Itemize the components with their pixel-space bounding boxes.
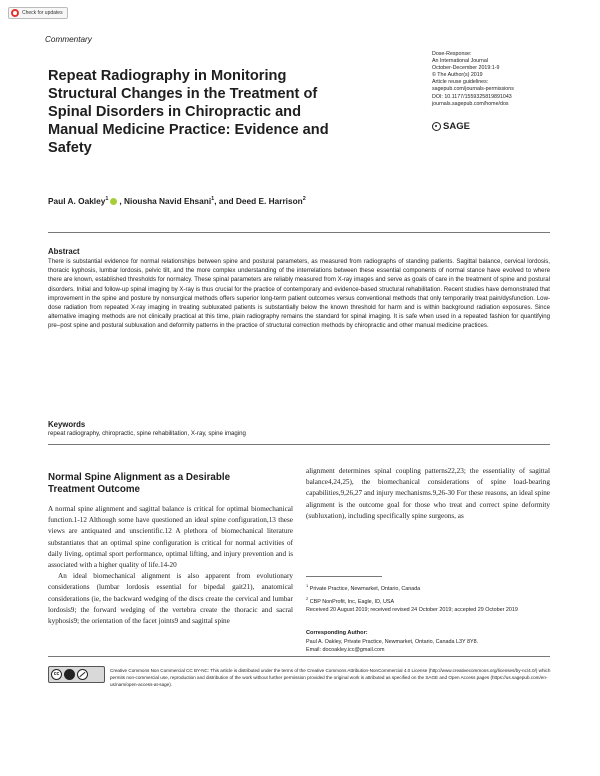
journal-info [432,51,572,108]
cc-license-badge[interactable] [48,666,105,683]
body-column-left [48,504,293,627]
license-text: Creative Commons Non Commercial CC BY-NC: This article is distributed under the terms of the Creative Commons Attribution-NonCommercial 4.0 License (http://www.creativecommons.org/licenses/by-nc/4.0/) which permits non-commercial use, reproduction and distribution of the work without further permission provided the original work is attributed as specified on the SAGE and Open Access pages (https://us.sagepub.com/en-us/nam/open-access-at-sage). [110,668,551,687]
affiliation-sup: 2 [306,595,309,601]
article-type-label: Commentary [45,35,92,44]
divider [48,656,550,657]
journal-subtitle: An International Journal [432,58,488,65]
author-name[interactable]: , Niousha Navid Ehsani [119,196,212,206]
corresponding-address: Paul A. Oakley, Private Practice, Newmarket, Ontario, Canada L3Y 8Y8. [306,639,479,645]
section-heading: Normal Spine Alignment as a Desirable Treatment Outcome [48,472,231,495]
abstract-text: There is substantial evidence for normal relationships between spine and postural parameters, as measured from radiographs of standing patients. Sagittal balance, cervical lordosis, thoracic kyphosis, lumbar lordosis, pelvic tilt, and the more complex understanding of the interrelations between these essential components of normal stance have evolved to where there are known, established thresholds for normalcy. These spinal parameters are reliably measured from X-ray images and serve as goals of care in the treatment of spine and postural disorders. Initial and follow-up spinal imaging by X-ray is thus crucial for the practice of contemporary and evidence-based structural rehabilitation. Recent studies have demonstrated that improvement in the spine and posture by nonsurgical methods offers superior long-term patient outcomes versus conventional methods that only temporarily treat pain/dysfunction. Low-dose radiation from repeated X-ray imaging in treating subluxated patients is substantially below the known threshold for harm and is within background radiation exposures. Since alternative imaging methods are not clinically practical at this time, plain radiography remains the standard for spinal imaging. It is safe when used in a repeated fashion for quantifying pre–post spine and postural subluxation and deformity patterns in the practice of structural correction methods by chiropractic and other manual medicine practices. [48,258,550,330]
body-paragraph: A normal spine alignment and sagittal balance is critical for optimal biomechanical function.1-12 Although some have questioned an ideal spine configuration,13 these views are antiquated and unscientific.12 A plethora of biomechanical literature substantiates that an optimal spine configuration is critical for normal activities of daily living, optimal sport performance, optimal lifting, and injury prevention and is associated with a higher quality of life.14-20 [48,505,293,570]
by-icon [64,669,75,680]
article-title: Repeat Radiography in Monitoring Structural Changes in the Treatment of Spinal Disorders in Chiropractic and Manual Medicine Practice: Evidence and Safety [48,68,329,156]
author-affiliation-sup: 1 [105,196,109,203]
body-column-right [306,466,550,522]
affiliation-text: Private Practice, Newmarket, Ontario, Canada [308,585,421,592]
copyright: © The Author(s) 2019 [432,72,483,79]
keywords-heading: Keywords [48,420,86,429]
corresponding-author-details [306,639,550,654]
affiliation-sup: 1 [306,583,309,588]
corresponding-email[interactable]: Email: docoakley.icc@gmail.com [306,646,385,653]
keywords-text: repeat radiography, chiropractic, spine rehabilitation, X-ray, spine imaging [48,430,246,437]
journal-home-link[interactable]: journals.sagepub.com/home/dos [432,100,509,107]
affiliation-text: CBP NonProfit, Inc, Eagle, ID, USA [308,598,395,605]
publisher-logo [432,121,470,132]
body-paragraph: An ideal biomechanical alignment is also apparent from evolutionary considerations (lumbar lordosis essential for bipedal gait21), anatomical considerations (ie, the backward wedging of the discs create the cervical and lumbar lordosis9; the forward wedging of the vertebra create the thoracic and sacral kyphosis9; the orientation of the facet joints9 and sagittal spine [48,572,293,626]
footnote-divider [306,576,382,577]
author-name[interactable]: Paul A. Oakley [48,196,106,206]
divider [48,232,550,233]
author-list [48,196,306,206]
divider [48,444,550,445]
corresponding-author-heading: Corresponding Author: [306,630,368,636]
reuse-label: Article reuse guidelines: [432,79,489,86]
affiliations [306,581,550,607]
journal-name: Dose-Response: [432,51,472,57]
affiliation-item [306,594,550,607]
affiliation-item [306,581,550,594]
article-dates: Received 20 August 2019; received revised 24 October 2019; accepted 29 October 2019 [306,607,518,613]
body-paragraph: alignment determines spinal coupling patterns22,23; the essentiality of sagittal balance4,24,25), the biomechanical considerations of spine load-bearing capabilities,9,26,27 and injury mechanisms.9,26-30 For these reasons, an ideal spine alignment is the outcome goal for those who treat and correct spine deformity (subluxation), including specifically spine surgeons, as [306,467,550,520]
abstract-heading: Abstract [48,247,80,256]
permissions-link[interactable]: sagepub.com/journals-permissions [432,86,514,93]
cc-icon: cc [51,669,62,680]
check-for-updates-button[interactable] [8,7,68,19]
crossmark-icon [11,9,19,17]
doi-link[interactable]: DOI: 10.1177/1559325819891043 [432,93,512,100]
publisher-name: SAGE [443,121,470,132]
nc-icon [77,669,88,680]
author-name[interactable]: , and Deed E. Harrison [214,196,303,206]
author-affiliation-sup: 2 [302,196,306,203]
journal-issue: October-December 2019:1-9 [432,65,500,72]
author-affiliation-sup: 1 [211,196,215,203]
check-for-updates-label: Check for updates [22,10,63,16]
orcid-icon[interactable] [110,198,117,205]
sage-logo-icon [432,122,441,131]
